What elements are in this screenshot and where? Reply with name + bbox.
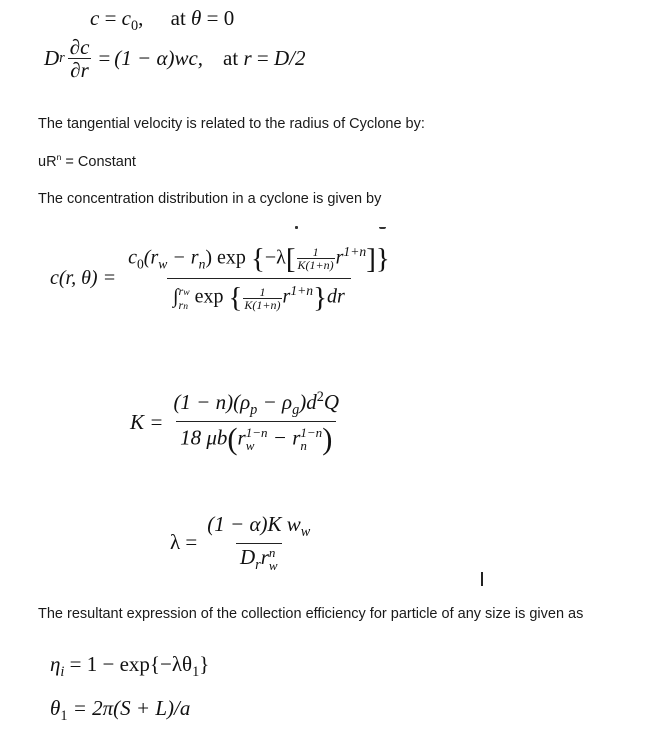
velocity-relation: $uR^n$ = Constant: [38, 152, 136, 171]
concentration-fraction: $c_0(r_w - r_n)$ exp {−λ[ $\frac{1}{K(1+n)}$ $r^{1+n}$]} ∫ rw rn exp { $\frac{1}{K(1+n)}$ $r^{1+n}\}dr$: [128, 243, 390, 315]
lambda-fraction: (1 − α)K $w_w$ $D_rr$ n w: [207, 512, 311, 574]
equation-K: K = $(1 - n)(\rho_p - \rho_g)d^2Q$ 18 μb(r 1−n w − r 1−n n ): [130, 389, 340, 456]
paragraph-efficiency: The resultant expression of the collection efficiency for particle of any size is given as: [38, 606, 584, 622]
equation-eta: $\eta_i = 1 - \exp\{-\lambda\theta_1\}$: [50, 652, 210, 680]
equation-lambda: λ = (1 − α)K $w_w$ $D_rr$ n w: [170, 512, 311, 574]
text-cursor: [481, 572, 483, 586]
boundary-condition-2: D r $\frac{\partial c}{\partial r}$ = (1 − α)wc, at r = D/2: [44, 35, 306, 83]
scan-artifact: [295, 226, 298, 229]
paragraph-concentration: The concentration distribution in a cyclone is given by: [38, 191, 382, 207]
scan-artifact: [379, 227, 386, 229]
paragraph-tangential-velocity: The tangential velocity is related to the radius of Cyclone by:: [38, 116, 425, 132]
boundary-condition-1: $c = c_0$, at θ = 0: [90, 6, 235, 34]
equation-theta: $\theta_1 = 2\pi(S + L)/a$: [50, 696, 191, 724]
equation-concentration: c(r, θ) = $c_0(r_w - r_n)$ exp {−λ[ $\frac{1}{K(1+n)}$ $r^{1+n}$]} ∫ rw rn exp { $\frac{1}{K(1+n)}$ $r^{1+n}\}dr$: [50, 244, 397, 314]
var-c: c: [90, 6, 100, 30]
partial-derivative: $\frac{\partial c}{\partial r}$: [69, 35, 90, 83]
K-fraction: $(1 - n)(\rho_p - \rho_g)d^2Q$ 18 μb(r 1−n w − r 1−n n ): [173, 389, 340, 456]
